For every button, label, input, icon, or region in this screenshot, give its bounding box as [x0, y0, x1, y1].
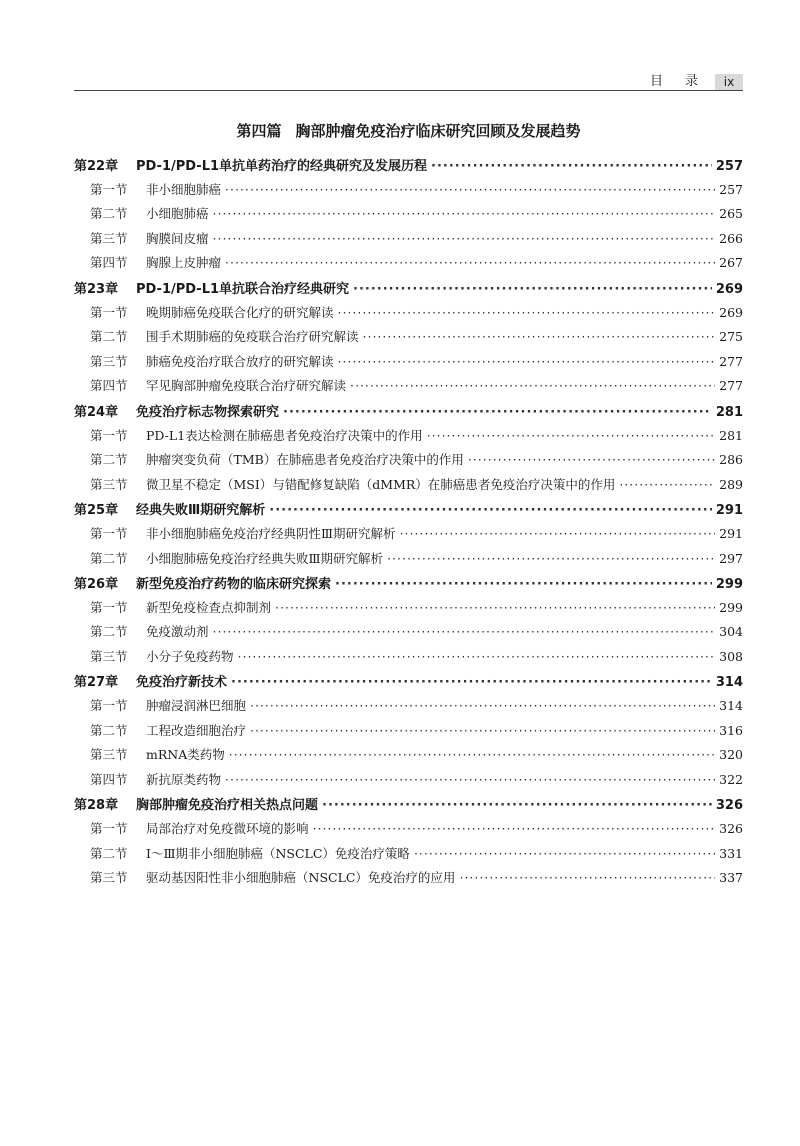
section-title: 微卫星不稳定（MSI）与错配修复缺陷（dMMR）在肺癌患者免疫治疗决策中的作用	[146, 476, 616, 492]
part-name: 胸部肿瘤免疫治疗临床研究回顾及发展趋势	[295, 122, 581, 140]
chapter-title: 免疫治疗新技术	[136, 675, 228, 691]
chapter-page-number: 257	[715, 159, 743, 174]
toc-section-row[interactable]	[74, 844, 743, 869]
toc-section-row[interactable]	[74, 180, 743, 205]
toc-section-row[interactable]	[74, 253, 743, 278]
toc-section-row[interactable]	[74, 450, 743, 475]
toc-section-row[interactable]	[74, 376, 743, 401]
section-page-number: 326	[719, 821, 743, 837]
chapter-page-number: 299	[715, 577, 743, 593]
header-rule	[74, 90, 743, 91]
leader-dots	[269, 503, 712, 518]
section-title: 罕见胸部肿瘤免疫联合治疗研究解读	[146, 378, 347, 394]
section-number: 第三节	[90, 476, 128, 492]
section-title: 非小细胞肺癌	[146, 181, 222, 197]
chapter-page-number: 291	[715, 503, 743, 519]
leader-dots	[250, 723, 715, 738]
toc-chapter-row[interactable]	[74, 278, 743, 303]
section-page-number: 291	[719, 525, 743, 541]
section-number: 第三节	[90, 747, 128, 763]
toc-section-row[interactable]	[74, 721, 743, 746]
leader-dots	[213, 624, 716, 639]
toc-chapter-row[interactable]	[74, 573, 743, 598]
leader-dots	[275, 600, 715, 615]
section-title: 肺癌免疫治疗联合放疗的研究解读	[146, 353, 334, 369]
toc-chapter-row[interactable]	[74, 155, 743, 180]
section-number: 第二节	[90, 624, 128, 640]
header-label-mu: 目	[650, 74, 664, 89]
chapter-number: 第27章	[74, 675, 119, 691]
leader-dots	[427, 428, 715, 443]
section-number: 第三节	[90, 648, 128, 664]
toc-chapter-row[interactable]	[74, 794, 743, 819]
leader-dots	[459, 870, 715, 885]
toc-section-row[interactable]	[74, 549, 743, 574]
section-number: 第二节	[90, 722, 128, 738]
leader-dots	[338, 354, 716, 369]
chapter-page-number: 326	[715, 798, 743, 814]
chapter-page-number: 269	[715, 281, 743, 297]
section-page-number: 267	[719, 255, 743, 271]
section-number: 第一节	[90, 599, 128, 615]
section-number: 第二节	[90, 206, 128, 222]
leader-dots	[338, 305, 716, 320]
section-title: 工程改造细胞治疗	[146, 722, 247, 738]
section-page-number: 297	[719, 550, 743, 566]
chapter-title: 胸部肿瘤免疫治疗相关热点问题	[136, 798, 319, 814]
section-page-number: 275	[719, 329, 743, 345]
section-title: PD-L1表达检测在肺癌患者免疫治疗决策中的作用	[146, 427, 423, 443]
part-number: 第四篇	[236, 122, 282, 140]
toc-chapter-row[interactable]	[74, 401, 743, 426]
section-number: 第二节	[90, 845, 128, 861]
chapter-page-number: 314	[715, 675, 743, 691]
chapter-number: 第24章	[74, 404, 119, 420]
chapter-title: PD-1/PD-L1单抗联合治疗经典研究	[136, 281, 350, 297]
leader-dots	[231, 675, 712, 690]
chapter-number: 第23章	[74, 281, 119, 297]
section-number: 第四节	[90, 771, 128, 787]
section-page-number: 257	[719, 181, 743, 197]
leader-dots	[387, 551, 715, 566]
section-page-number: 308	[719, 648, 743, 664]
toc-section-row[interactable]	[74, 229, 743, 254]
toc-section-row[interactable]	[74, 475, 743, 500]
section-title: Ⅰ～Ⅲ期非小细胞肺癌（NSCLC）免疫治疗策略	[146, 845, 410, 861]
toc-section-row[interactable]	[74, 745, 743, 770]
toc-section-row[interactable]	[74, 303, 743, 328]
chapter-number: 第28章	[74, 798, 119, 814]
section-page-number: 277	[719, 378, 743, 394]
toc-chapter-row[interactable]	[74, 671, 743, 696]
running-header	[74, 74, 743, 90]
toc-section-row[interactable]	[74, 647, 743, 672]
toc-section-row[interactable]	[74, 352, 743, 377]
leader-dots	[468, 452, 715, 467]
section-page-number: 269	[719, 304, 743, 320]
header-label-lu: 录	[685, 74, 699, 89]
toc-section-row[interactable]	[74, 598, 743, 623]
section-number: 第一节	[90, 304, 128, 320]
toc-section-row[interactable]	[74, 204, 743, 229]
header-page-number: ix	[715, 74, 743, 90]
toc-chapter-row[interactable]	[74, 499, 743, 524]
leader-dots	[283, 405, 712, 420]
section-page-number: 281	[719, 427, 743, 443]
section-number: 第三节	[90, 353, 128, 369]
section-title: 新抗原类药物	[146, 771, 222, 787]
leader-dots	[250, 698, 715, 713]
chapter-title: 免疫治疗标志物探索研究	[136, 404, 280, 420]
section-number: 第四节	[90, 255, 128, 271]
leader-dots	[213, 231, 716, 246]
toc-section-row[interactable]	[74, 819, 743, 844]
leader-dots	[363, 329, 716, 344]
section-page-number: 337	[719, 870, 743, 886]
section-title: 小细胞肺癌	[146, 206, 209, 222]
section-title: 肿瘤突变负荷（TMB）在肺癌患者免疫治疗决策中的作用	[146, 452, 464, 468]
leader-dots	[322, 798, 712, 813]
leader-dots	[225, 772, 715, 787]
leader-dots	[335, 577, 712, 592]
leader-dots	[414, 846, 715, 861]
section-number: 第二节	[90, 329, 128, 345]
section-page-number: 322	[719, 771, 743, 787]
chapter-number: 第25章	[74, 503, 119, 519]
toc-section-row[interactable]	[74, 868, 743, 893]
section-page-number: 316	[719, 722, 743, 738]
leader-dots	[313, 821, 716, 836]
section-number: 第三节	[90, 870, 128, 886]
section-number: 第二节	[90, 452, 128, 468]
leader-dots	[619, 477, 715, 492]
toc-section-row[interactable]	[74, 426, 743, 451]
section-number: 第四节	[90, 378, 128, 394]
section-title: 小细胞肺癌免疫治疗经典失败Ⅲ期研究解析	[146, 550, 384, 566]
section-title: 晚期肺癌免疫联合化疗的研究解读	[146, 304, 334, 320]
toc-section-row[interactable]	[74, 327, 743, 352]
toc-section-row[interactable]	[74, 770, 743, 795]
leader-dots	[353, 282, 712, 297]
part-title	[74, 120, 743, 141]
section-title: 小分子免疫药物	[146, 648, 234, 664]
section-title: mRNA类药物	[146, 747, 225, 763]
section-number: 第一节	[90, 698, 128, 714]
section-page-number: 304	[719, 624, 743, 640]
section-page-number: 289	[719, 476, 743, 492]
section-page-number: 320	[719, 747, 743, 763]
section-page-number: 331	[719, 845, 743, 861]
chapter-title: PD-1/PD-L1单抗单药治疗的经典研究及发展历程	[136, 159, 428, 174]
toc-section-row[interactable]	[74, 524, 743, 549]
chapter-title: 新型免疫治疗药物的临床研究探索	[136, 577, 332, 593]
section-title: 围手术期肺癌的免疫联合治疗研究解读	[146, 329, 359, 345]
chapter-title: 经典失败Ⅲ期研究解析	[136, 503, 266, 519]
section-page-number: 265	[719, 206, 743, 222]
section-title: 胸膜间皮瘤	[146, 230, 209, 246]
section-number: 第三节	[90, 230, 128, 246]
leader-dots	[213, 206, 716, 221]
leader-dots	[225, 182, 715, 197]
section-page-number: 314	[719, 698, 743, 714]
leader-dots	[350, 378, 715, 393]
section-title: 肿瘤浸润淋巴细胞	[146, 698, 247, 714]
toc-section-row[interactable]	[74, 696, 743, 721]
table-of-contents	[74, 155, 743, 893]
leader-dots	[225, 255, 715, 270]
leader-dots	[238, 649, 716, 664]
section-number: 第一节	[90, 427, 128, 443]
section-title: 免疫激动剂	[146, 624, 209, 640]
section-page-number: 277	[719, 353, 743, 369]
section-number: 第一节	[90, 525, 128, 541]
section-page-number: 266	[719, 230, 743, 246]
section-number: 第一节	[90, 181, 128, 197]
toc-section-row[interactable]	[74, 622, 743, 647]
leader-dots	[229, 747, 715, 762]
chapter-number: 第26章	[74, 577, 119, 593]
section-number: 第一节	[90, 821, 128, 837]
section-title: 驱动基因阳性非小细胞肺癌（NSCLC）免疫治疗的应用	[146, 870, 456, 886]
leader-dots	[400, 526, 716, 541]
section-title: 新型免疫检查点抑制剂	[146, 599, 272, 615]
section-title: 胸腺上皮肿瘤	[146, 255, 222, 271]
section-page-number: 286	[719, 452, 743, 468]
chapter-page-number: 281	[715, 404, 743, 420]
section-number: 第二节	[90, 550, 128, 566]
chapter-number: 第22章	[74, 159, 119, 174]
section-title: 局部治疗对免疫微环境的影响	[146, 821, 309, 837]
section-title: 非小细胞肺癌免疫治疗经典阴性Ⅲ期研究解析	[146, 525, 396, 541]
leader-dots	[431, 159, 712, 174]
section-page-number: 299	[719, 599, 743, 615]
